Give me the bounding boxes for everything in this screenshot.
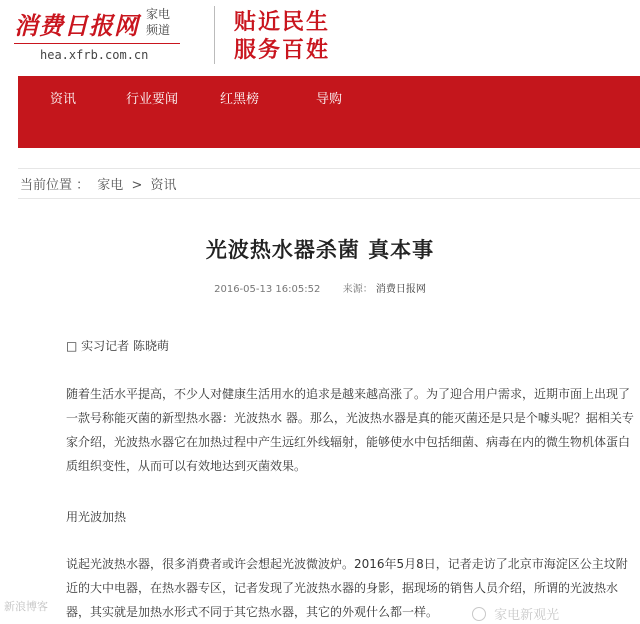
breadcrumb xyxy=(20,174,181,193)
account-watermark-text: 家电新观光 xyxy=(494,608,560,623)
article-paragraph-2: 说起光波热水器，很多消费者或许会想起光波微波炉。2016年5月8日，记者走访了北京市海淀区公主坟附近的大中电器，在热水器专区，记者发现了光波热水器的身影，据现场的销售人员介绍，所谓的光波热水器，其实就是加热水形式不同于其它热水器，其它的外观什么都一样。 xyxy=(66,557,628,619)
breadcrumb-bottom-rule xyxy=(18,198,640,199)
breadcrumb-item-appliances[interactable]: 家电 xyxy=(97,178,124,193)
nav-item-ranking[interactable]: 红黑榜 xyxy=(220,92,260,107)
site-header xyxy=(0,0,640,78)
slogan xyxy=(234,8,330,64)
breadcrumb-prefix: 当前位置 ： xyxy=(20,178,90,193)
blog-watermark: 新浪博客 xyxy=(4,600,48,613)
article-source-name[interactable]: 消费日报网 xyxy=(375,284,426,295)
article-meta xyxy=(0,280,640,295)
breadcrumb-item-news[interactable]: 资讯 xyxy=(150,178,177,193)
logo-underline xyxy=(14,43,180,44)
site-logo[interactable]: 消费日报网 xyxy=(14,11,139,40)
article-paragraph-1: 随着生活水平提高，不少人对健康生活用水的追求是越来越高涨了。为了迎合用户需求，近期市面上出现了一款号称能灭菌的新型热水器：光波热水 器。那么，光波热水器是真的能灭菌还是只是个噱头呢？据相关专家介绍，光波热水器它在加热过程中产生远红外线辐射，能够使水中包括细菌、病毒在内的微生物机体蛋白质组织变性，从而可以有效地达到灭菌效果。 xyxy=(66,387,634,473)
account-watermark xyxy=(472,604,559,623)
article-date: 2016-05-13 16:05:52 xyxy=(214,284,321,295)
header-divider xyxy=(214,6,215,64)
article-source-label: 来源： xyxy=(342,284,373,295)
nav-item-shopping-guide[interactable]: 导购 xyxy=(316,92,343,107)
main-nav xyxy=(18,76,640,148)
breadcrumb-separator: > xyxy=(131,178,143,193)
breadcrumb-top-rule xyxy=(18,168,640,169)
article-byline: □ 实习记者 陈晓萌 xyxy=(66,339,169,353)
channel-label: 家电频道 xyxy=(146,7,171,37)
slogan-line-2: 服务百姓 xyxy=(234,37,331,63)
nav-item-industry[interactable]: 行业要闻 xyxy=(126,92,179,107)
wechat-icon xyxy=(472,607,486,621)
nav-item-news[interactable]: 资讯 xyxy=(50,92,77,107)
slogan-line-1: 贴近民生 xyxy=(234,9,331,35)
article-subhead: 用光波加热 xyxy=(66,510,127,524)
site-url: hea.xfrb.com.cn xyxy=(40,48,149,62)
article-title: 光波热水器杀菌 真本事 xyxy=(205,238,435,262)
